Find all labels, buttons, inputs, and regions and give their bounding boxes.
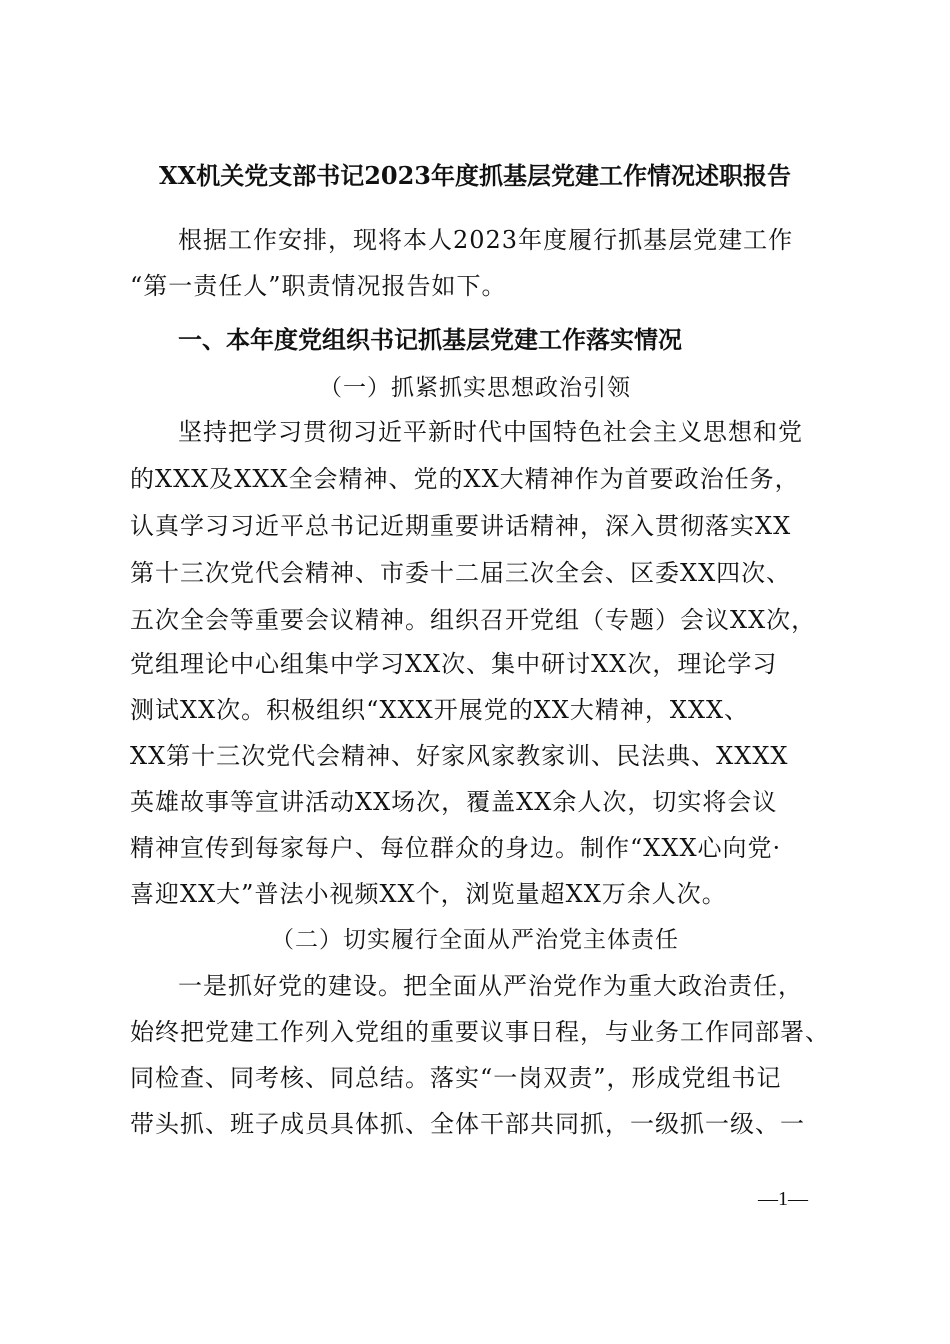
paragraph-line: 坚持把学习贯彻习近平新时代中国特色社会主义思想和党 — [178, 418, 803, 446]
paragraph-line: 带头抓、班子成员具体抓、全体干部共同抓，一级抓一级、一 — [130, 1110, 805, 1138]
paragraph-line: 的XXX及XXX全会精神、党的XX大精神作为首要政治任务， — [130, 465, 800, 493]
intro-line-1: 根据工作安排，现将本人2023年度履行抓基层党建工作 — [178, 226, 794, 254]
paragraph-line: 英雄故事等宣讲活动XX场次，覆盖XX余人次，切实将会议 — [130, 788, 778, 816]
paragraph-line: 测试XX次。积极组织“XXX开展党的XX大精神，XXX、 — [130, 696, 750, 724]
paragraph-line: 党组理论中心组集中学习XX次、集中研讨XX次，理论学习 — [130, 650, 778, 678]
paragraph-line: 喜迎XX大”普法小视频XX个，浏览量超XX万余人次。 — [130, 880, 727, 908]
paragraph-line: 一是抓好党的建设。把全面从严治党作为重大政治责任， — [178, 972, 803, 1000]
paragraph-line: 同检查、同考核、同总结。落实“一岗双责”，形成党组书记 — [130, 1064, 782, 1092]
section1-heading: 一、本年度党组织书记抓基层党建工作落实情况 — [178, 326, 682, 354]
intro-line-2: “第一责任人”职责情况报告如下。 — [130, 272, 507, 300]
sub1-heading: （一）抓紧抓实思想政治引领 — [319, 375, 631, 401]
paragraph-line: 精神宣传到每家每户、每位群众的身边。制作“XXX心向党· — [130, 834, 782, 862]
paragraph-line: 始终把党建工作列入党组的重要议事日程，与业务工作同部署、 — [130, 1018, 830, 1046]
paragraph-line: XX第十三次党代会精神、好家风家教家训、民法典、XXXX — [130, 742, 789, 770]
paragraph-line: 第十三次党代会精神、市委十二届三次全会、区委XX四次、 — [130, 559, 792, 587]
page-number: —1— — [758, 1188, 808, 1210]
paragraph-line: 五次全会等重要会议精神。组织召开党组（专题）会议XX次， — [130, 606, 817, 634]
paragraph-line: 认真学习习近平总书记近期重要讲话精神，深入贯彻落实XX — [130, 512, 792, 540]
document-title: XX机关党支部书记2023年度抓基层党建工作情况述职报告 — [158, 161, 792, 190]
sub2-heading: （二）切实履行全面从严治党主体责任 — [271, 927, 679, 953]
